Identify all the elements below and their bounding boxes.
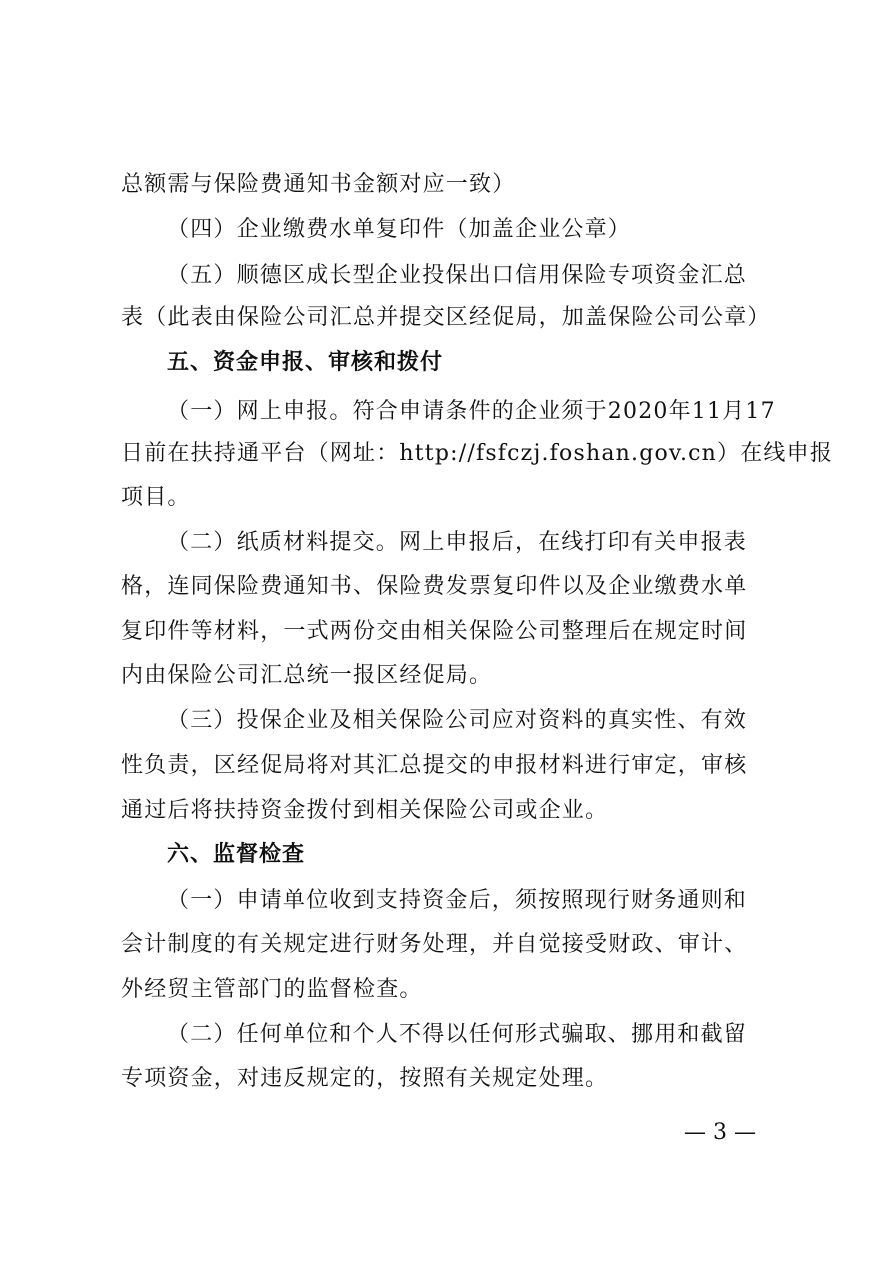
section-six-heading: 六、监督检查 [167, 842, 306, 867]
page-number: — 3 — [684, 1120, 756, 1145]
prohibition-line-2: 专项资金，对违反规定的，按照有关规定处理。 [121, 1066, 609, 1091]
review-line-3: 通过后将扶持资金拨付到相关保险公司或企业。 [121, 798, 609, 823]
review-line-2: 性负责，区经促局将对其汇总提交的申报材料进行审定，审核 [121, 753, 748, 778]
paper-materials-line-1: （二）纸质材料提交。网上申报后，在线打印有关申报表 [167, 530, 748, 555]
item-five-line-2: 表（此表由保险公司汇总并提交区经促局，加盖保险公司公章） [121, 305, 771, 330]
paper-materials-line-2: 格，连同保险费通知书、保险费发票复印件以及企业缴费水单 [121, 574, 748, 599]
supervision-line-2: 会计制度的有关规定进行财务处理，并自觉接受财政、审计、 [121, 932, 748, 957]
supervision-line-1: （一）申请单位收到支持资金后，须按照现行财务通则和 [167, 888, 748, 913]
online-application-line-1: （一）网上申报。符合申请条件的企业须于2020年11月17 [167, 399, 776, 424]
supervision-line-3: 外经贸主管部门的监督检查。 [121, 977, 423, 1002]
item-five-line-1: （五）顺德区成长型企业投保出口信用保险专项资金汇总 [167, 263, 748, 288]
online-application-line-2: 日前在扶持通平台（网址：http://fsfczj.foshan.gov.cn）在线申报 [121, 441, 834, 466]
review-line-1: （三）投保企业及相关保险公司应对资料的真实性、有效 [167, 708, 748, 733]
item-four-line: （四）企业缴费水单复印件（加盖企业公章） [167, 217, 632, 242]
online-application-line-3: 项目。 [121, 485, 191, 510]
paper-materials-line-3: 复印件等材料，一式两份交由相关保险公司整理后在规定时间 [121, 619, 748, 644]
paper-materials-line-4: 内由保险公司汇总统一报区经促局。 [121, 663, 493, 688]
continued-paragraph-line: 总额需与保险费通知书金额对应一致） [121, 172, 516, 197]
prohibition-line-1: （二）任何单位和个人不得以任何形式骗取、挪用和截留 [167, 1022, 748, 1047]
section-five-heading: 五、资金申报、审核和拨付 [167, 350, 444, 375]
